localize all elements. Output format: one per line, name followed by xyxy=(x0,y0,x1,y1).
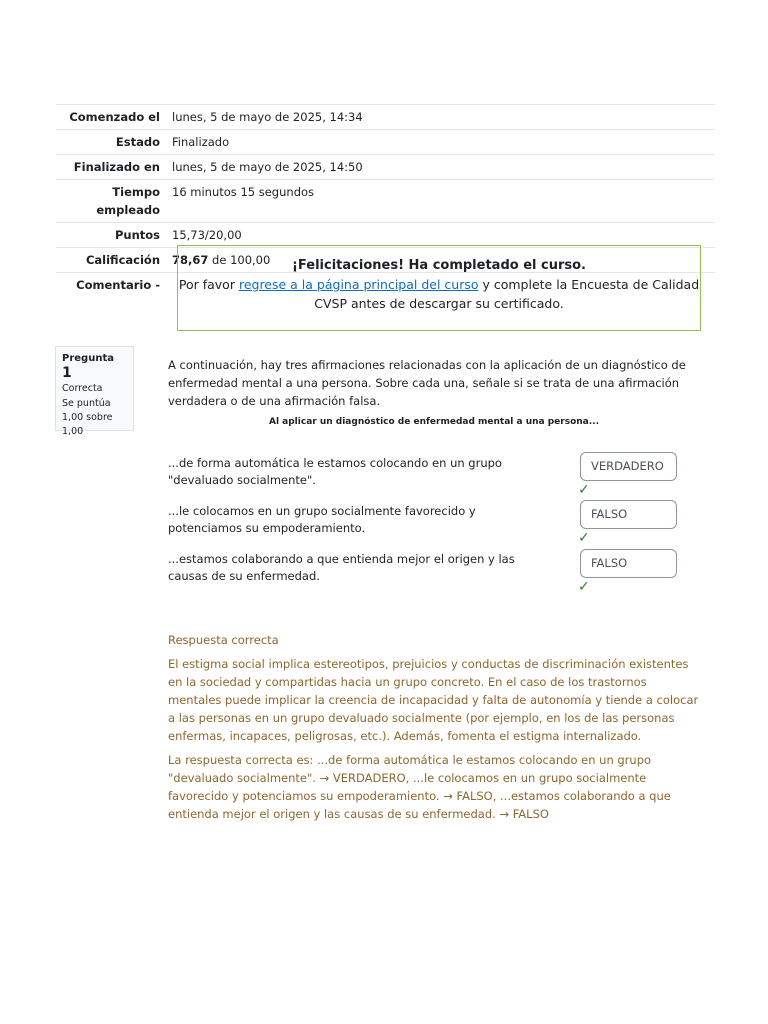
grade-score: 78,67 xyxy=(172,253,209,267)
statement-1: ...de forma automática le estamos colocando en un grupo "devaluado socialmente". xyxy=(168,456,502,487)
summary-row-time xyxy=(56,180,715,223)
question-outcome xyxy=(168,631,700,829)
answer-select-3[interactable]: FALSO xyxy=(580,549,677,578)
question-number xyxy=(62,352,127,382)
time-value: 16 minutos 15 segundos xyxy=(166,180,715,223)
question-text: A continuación, hay tres afirmaciones relacionadas con la aplicación de un diagnóstico de enfermedad mental a una persona. Sobre cada una, señale si se trata de una afirmación verdadera o de una afirmación falsa. xyxy=(168,358,686,408)
course-home-link[interactable]: regrese a la página principal del curso xyxy=(238,277,479,292)
statement-2: ...le colocamos en un grupo socialmente favorecido y potenciamos su empoderamiento. xyxy=(168,504,476,535)
outcome-status: Respuesta correcta xyxy=(168,633,279,647)
points-value: 15,73/20,00 xyxy=(166,223,715,248)
summary-row-state xyxy=(56,130,715,155)
state-label: Estado xyxy=(56,130,166,155)
correct-check-icon: ✓ xyxy=(578,530,590,546)
state-value: Finalizado xyxy=(166,130,715,155)
points-label: Puntos xyxy=(56,223,166,248)
statement-3: ...estamos colaborando a que entienda mejor el origen y las causas de su enfermedad. xyxy=(168,552,515,583)
answer-select-1[interactable]: VERDADERO xyxy=(580,452,677,481)
completion-feedback-box xyxy=(177,245,701,331)
grade-label: Calificación xyxy=(56,248,166,273)
grade-max: de 100,00 xyxy=(208,253,271,267)
question-label: Pregunta xyxy=(62,353,114,364)
question-subheading: Al aplicar un diagnóstico de enfermedad mental a una persona... xyxy=(268,417,600,427)
started-value: lunes, 5 de mayo de 2025, 14:34 xyxy=(166,105,715,130)
summary-row-started xyxy=(56,105,715,130)
question-score: Se puntúa 1,00 sobre 1,00 xyxy=(62,398,113,437)
correct-check-icon: ✓ xyxy=(578,482,590,498)
question-number-value: 1 xyxy=(62,365,72,381)
time-label: Tiempo empleado xyxy=(56,180,166,223)
completion-pre-link: Por favor xyxy=(178,277,239,292)
correct-check-icon: ✓ xyxy=(578,579,590,595)
finished-value: lunes, 5 de mayo de 2025, 14:50 xyxy=(166,155,715,180)
completion-title: ¡Felicitaciones! Ha completado el curso. xyxy=(292,258,586,273)
question-info-panel xyxy=(55,346,134,437)
general-feedback: El estigma social implica estereotipos, prejuicios y conductas de discriminación existentes en la sociedad y compartidas hacia un grupo concreto. En el caso de los trastornos mentales puede implicar la creencia de incapacidad y falta de autonomía y tiende a colocar a las personas en un grupo devaluado socialmente (por ejemplo, en los de las personas enfermas, incapaces, peligrosas, etc.). Además, fomenta el estigma internalizado. xyxy=(168,657,699,743)
completion-message xyxy=(178,275,700,313)
right-answer: La respuesta correcta es: ...de forma automática le estamos colocando en un grupo "devaluado socialmente". → VERDADERO, ...le colocamos en un grupo socialmente favorecido y potenciamos su empoderamiento. → FALSO, ...estamos colaborando a que entienda mejor el origen y las causas de su enfermedad. → FALSO xyxy=(168,753,671,821)
answer-select-2[interactable]: FALSO xyxy=(580,500,677,529)
summary-row-finished xyxy=(56,155,715,180)
started-label: Comenzado el xyxy=(56,105,166,130)
completion-post-link: y complete la Encuesta de Calidad CVSP antes de descargar su certificado. xyxy=(314,277,700,311)
question-status: Correcta xyxy=(62,383,103,394)
finished-label: Finalizado en xyxy=(56,155,166,180)
summary-row-points xyxy=(56,223,715,248)
comment-label: Comentario - xyxy=(56,273,166,298)
